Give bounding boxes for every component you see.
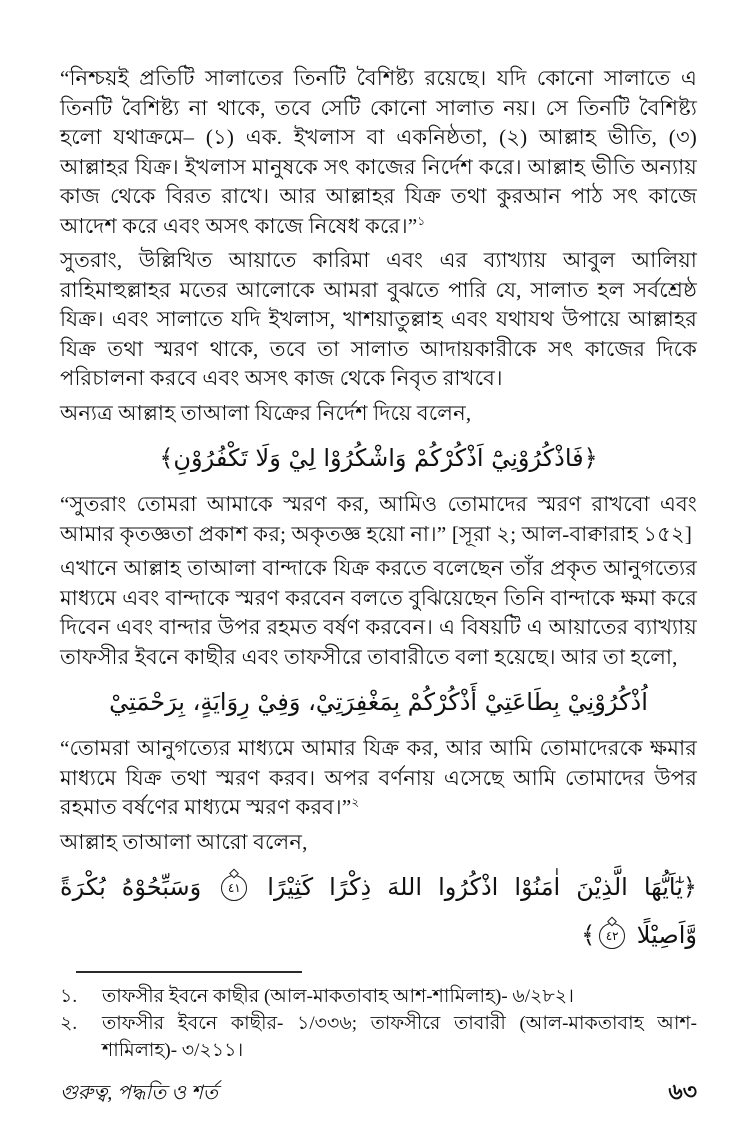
- arabic-verse-ahzab-41-42: [60, 863, 697, 959]
- paragraph-explanation-2: এখানে আল্লাহ তাআলা বান্দাকে যিক্র করতে বলেছেন তাঁর প্রকৃত আনুগত্যের মাধ্যমে এবং বান্দাকে স্মরণ করবেন বলতে বুঝিয়েছেন তিনি বান্দাকে ক্ষমা করে দিবেন এবং বান্দার উপর রহমত বর্ষণ করবেন। এ বিষয়টি এ আয়াতের ব্যাখ্যায় তাফসীর ইবনে কাছীর এবং তাফসীরে তাবারীতে বলা হয়েছে। আর তা হলো,: [60, 556, 697, 669]
- footnote-1: [60, 983, 697, 1010]
- footnote-1-text: তাফসীর ইবনে কাছীর (আল-মাকতাবাহ আশ-শামিলাহ)- ৬/২৮২।: [102, 986, 574, 1007]
- lead-in-verse-1: অন্যত্র আল্লাহ তাআলা যিক্রের নির্দেশ দিয়ে বলেন,: [60, 400, 472, 425]
- ahzab-42-text-end: وَّاَصِيْلًا: [636, 921, 697, 949]
- footnote-2-number: ২.: [60, 1013, 78, 1034]
- ayah-number-42: ٤٢: [605, 929, 619, 943]
- arabic-verse-ahzab-line-2: [60, 911, 697, 959]
- verse-closing-bracket: ﴾: [581, 921, 596, 949]
- arabic-verse-ahzab-line-1: [60, 863, 697, 911]
- footnote-ref-2: ২: [351, 795, 360, 809]
- ayah-number-42-medallion: [599, 923, 625, 949]
- page-number: ৬৩: [668, 1079, 697, 1104]
- footnotes-block: [60, 983, 697, 1064]
- lead-in-verse-2: আল্লাহ তাআলা আরো বলেন,: [60, 829, 308, 854]
- footnote-separator: [76, 971, 302, 973]
- footnote-ref-1: ১: [417, 213, 426, 228]
- footnote-2-text: তাফসীর ইবনে কাছীর- ১/৩৩৬; তাফসীরে তাবারী (আল-মাকতাবাহ আশ-শামিলাহ)- ৩/২১১।: [102, 1013, 697, 1061]
- footnote-2: [60, 1010, 697, 1064]
- paragraph-translation-2: [60, 734, 697, 823]
- running-title: গুরুত্ব, পদ্ধতি ও শর্ত: [60, 1082, 218, 1104]
- paragraph-hadith-quote: [60, 64, 697, 241]
- page-footer: [60, 1075, 697, 1112]
- footnote-1-number: ১.: [60, 986, 78, 1007]
- paragraph-translation-2-text: “তোমরা আনুগত্যের মাধ্যমে আমার যিক্র কর, আর আমি তোমাদেরকে ক্ষমার মাধ্যমে যিক্র তথা স্মরণ করব। অপর বর্ণনায় এসেছে আমি তোমাদের উপর রহমাত বর্ষণের মাধ্যমে স্মরণ করব।”: [60, 736, 697, 819]
- arabic-hadith-text: اُذْكُرُوْنِيْ بِطَاعَتِيْ أَذْكُرْكُمْ بِمَغْفِرَتِيْ، وَفِيْ رِوَايَةٍ، بِرَحْمَتِيْ: [109, 688, 648, 716]
- paragraph-explanation-1: সুতরাং, উল্লিখিত আয়াতে কারিমা এবং এর ব্যাখ্যায় আবুল আলিয়া রাহিমাহুল্লাহর মতের আলোকে আমরা বুঝতে পারি যে, সালাত হল সর্বশ্রেষ্ঠ যিক্র। এবং সালাতে যদি ইখলাস, খাশয়াতুল্লাহ এবং যথাযথ উপায়ে আল্লাহর যিক্র তথা স্মরণ থাকে, তবে তা সালাত আদায়কারীকে সৎ কাজের দিকে পরিচালনা করবে এবং অসৎ কাজ থেকে নিবৃত রাখবে।: [60, 248, 697, 390]
- ahzab-41-text: ﴿يٰٓاَيُّهَا الَّذِيْنَ اٰمَنُوْا اذْكُرُوا اللهَ ذِكْرًا كَثِيْرًا: [267, 873, 697, 901]
- paragraph-hadith-quote-text: “নিশ্চয়ই প্রতিটি সালাতের তিনটি বৈশিষ্ট্য রয়েছে। যদি কোনো সালাতে এ তিনটি বৈশিষ্ট্য না থাকে, তবে সেটি কোনো সালাত নয়। সে তিনটি বৈশিষ্ট্য হলো যথাক্রমে– (১) এক. ইখলাস বা একনিষ্ঠতা, (২) আল্লাহ ভীতি, (৩) আল্লাহর যিক্র। ইখলাস মানুষকে সৎ কাজের নির্দেশ করে। আল্লাহ ভীতি অন্যায় কাজ থেকে বিরত রাখে। আর আল্লাহর যিক্র তথা কুরআন পাঠ সৎ কাজে আদেশ করে এবং অসৎ কাজে নিষেধ করে।”: [60, 66, 697, 238]
- arabic-verse-baqarah-152: ﴿فَاذْكُرُوْنِيْٓ اَذْكُرْكُمْ وَاشْكُرُوْا لِيْ وَلَا تَكْفُرُوْنِ﴾: [159, 444, 598, 472]
- ahzab-42-text-start: وَسَبِّحُوْهُ بُكْرَةً: [60, 873, 202, 901]
- ayah-number-41: ٤١: [227, 881, 241, 895]
- ayah-number-41-medallion: [221, 875, 247, 901]
- paragraph-translation-1: “সুতরাং তোমরা আমাকে স্মরণ কর, আমিও তোমাদের স্মরণ রাখবো এবং আমার কৃতজ্ঞতা প্রকাশ কর; অকৃতজ্ঞ হয়ো না।” [সূরা ২; আল-বাক্বারাহ ১৫২]: [60, 492, 697, 546]
